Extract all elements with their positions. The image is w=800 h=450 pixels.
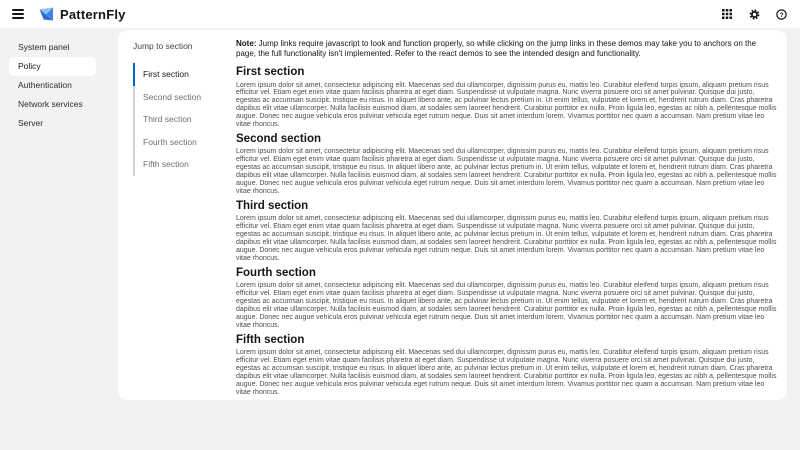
patternfly-logo-icon [39,7,54,21]
jump-links-label: Jump to section [133,41,193,51]
section-title: First section [236,66,305,78]
content-card [118,30,787,400]
section-fifth [236,334,778,397]
section-title: Third section [236,199,309,212]
gear-icon[interactable] [747,7,761,21]
jump-link-fifth-section[interactable]: Fifth section [133,153,222,176]
app-launcher-grid-icon[interactable] [720,7,734,21]
section-body: Lorem ipsum dolor sit amet, consectetur adipiscing elit. Maecenas sed dui ullamcorper, dignissim purus eu, mattis leo. Curabitur eleifend turpis ipsum, aliquam pretium risus efficitur vel. Etiam eget enim vitae quam facilisis pharetra at eget diam. Suspendisse ut vulputate magna. Nunc viverra posuere orci sit amet pulvinar. Quisque dui justo, egestas ac accumsan suscipit, tristique eu risus. In aliquet libero ante, ac pulvinar lectus pretium in. Ut enim tellus, vulputate et lorem et, hendrerit rutrum diam. Cras pharetra dapibus elit vitae ullamcorper. Nulla facilisis euismod diam, at sodales sem laoreet hendrerit. Curabitur porttitor ex nulla. Proin ligula leo, egestas ac nibh a, pellentesque mollis augue. Donec nec augue vehicula eros pulvinar vehicula eget rutrum neque. Duis sit amet interdum lorem. Vivamus porttitor nec quam a accumsan. Nam pretium vitae leo vitae rhoncus. [236,148,777,195]
page-sidebar [0,28,105,450]
section-title: Second section [236,132,321,145]
sidebar-item-system-panel[interactable]: System panel [18,42,70,52]
jump-link-second-section[interactable]: Second section [133,86,222,109]
section-body: Lorem ipsum dolor sit amet, consectetur adipiscing elit. Maecenas sed dui ullamcorper, dignissim purus eu, mattis leo. Curabitur eleifend turpis ipsum, aliquam pretium risus efficitur vel. Etiam eget enim vitae quam facilisis pharetra at eget diam. Suspendisse ut vulputate magna. Nunc viverra posuere orci sit amet pulvinar. Quisque dui justo, egestas ac accumsan suscipit, tristique eu risus. In aliquet libero ante, ac pulvinar lectus pretium in. Ut enim tellus, vulputate et lorem et, hendrerit rutrum diam. Cras pharetra dapibus elit vitae ullamcorper. Nulla facilisis euismod diam, at sodales sem laoreet hendrerit. Curabitur porttitor ex nulla. Proin ligula leo, egestas ac nibh a, pellentesque mollis augue. Donec nec augue vehicula eros pulvinar vehicula eget rutrum neque. Duis sit amet interdum lorem. Vivamus porttitor nec quam a accumsan. Nam pretium vitae leo vitae rhoncus. [236,81,777,129]
page-main [105,28,800,450]
svg-text:?: ? [779,11,783,19]
question-circle-icon[interactable] [774,7,788,21]
jump-link-fourth-section[interactable]: Fourth section [133,131,222,154]
brand-title: PatternFly [60,6,126,22]
section-first [236,66,778,129]
section-title: Fourth section [236,266,316,279]
section-body: Lorem ipsum dolor sit amet, consectetur adipiscing elit. Maecenas sed dui ullamcorper, dignissim purus eu, mattis leo. Curabitur eleifend turpis ipsum, aliquam pretium risus efficitur vel. Etiam eget enim vitae quam facilisis pharetra at eget diam. Suspendisse ut vulputate magna. Nunc viverra posuere orci sit amet pulvinar. Quisque dui justo, egestas ac accumsan suscipit, tristique eu risus. In aliquet libero ante, ac pulvinar lectus pretium in. Ut enim tellus, vulputate et lorem et, hendrerit rutrum diam. Cras pharetra dapibus elit vitae ullamcorper. Nulla facilisis euismod diam, at sodales sem laoreet hendrerit. Curabitur porttitor ex nulla. Proin ligula leo, egestas ac nibh a, pellentesque mollis augue. Donec nec augue vehicula eros pulvinar vehicula eget rutrum neque. Duis sit amet interdum lorem. Vivamus porttitor nec quam a accumsan. Nam pretium vitae leo vitae rhoncus. [236,282,777,329]
masthead [0,0,800,28]
section-second [236,133,778,196]
section-title: Fifth section [236,333,305,346]
section-body: Lorem ipsum dolor sit amet, consectetur adipiscing elit. Maecenas sed dui ullamcorper, dignissim purus eu, mattis leo. Curabitur eleifend turpis ipsum, aliquam pretium risus efficitur vel. Etiam eget enim vitae quam facilisis pharetra at eget diam. Suspendisse ut vulputate magna. Nunc viverra posuere orci sit amet pulvinar. Quisque dui justo, egestas ac accumsan suscipit, tristique eu risus. In aliquet libero ante, ac pulvinar lectus pretium in. Ut enim tellus, vulputate et lorem et, hendrerit rutrum diam. Cras pharetra dapibus elit vitae ullamcorper. Nulla facilisis euismod diam, at sodales sem laoreet hendrerit. Curabitur porttitor ex nulla. Proin ligula leo, egestas ac nibh a, pellentesque mollis augue. Donec nec augue vehicula eros pulvinar vehicula eget rutrum neque. Duis sit amet interdum lorem. Vivamus porttitor nec quam a accumsan. Nam pretium vitae leo vitae rhoncus. [236,349,777,396]
jump-link-first-section[interactable]: First section [133,63,222,86]
jump-links-list [133,63,222,176]
section-body: Lorem ipsum dolor sit amet, consectetur adipiscing elit. Maecenas sed dui ullamcorper, dignissim purus eu, mattis leo. Curabitur eleifend turpis ipsum, aliquam pretium risus efficitur vel. Etiam eget enim vitae quam facilisis pharetra at eget diam. Suspendisse ut vulputate magna. Nunc viverra posuere orci sit amet pulvinar. Quisque dui justo, egestas ac accumsan suscipit, tristique eu risus. In aliquet libero ante, ac pulvinar lectus pretium in. Ut enim tellus, vulputate et lorem et, hendrerit rutrum diam. Cras pharetra dapibus elit vitae ullamcorper. Nulla facilisis euismod diam, at sodales sem laoreet hendrerit. Curabitur porttitor ex nulla. Proin ligula leo, egestas ac nibh a, pellentesque mollis augue. Donec nec augue vehicula eros pulvinar vehicula eget rutrum neque. Duis sit amet interdum lorem. Vivamus porttitor nec quam a accumsan. Nam pretium vitae leo vitae rhoncus. [236,215,777,262]
sidebar-item-policy[interactable]: Policy [9,57,96,76]
sections-content [222,30,787,400]
section-fourth [236,267,778,330]
sidebar-item-network-services[interactable]: Network services [18,99,83,109]
note-label: Note: [236,39,257,48]
sidebar-item-authentication[interactable]: Authentication [18,80,72,90]
sidebar-item-server[interactable]: Server [18,118,44,128]
section-third [236,200,778,263]
jump-link-third-section[interactable]: Third section [133,108,222,131]
jump-links-note [236,39,778,59]
hamburger-icon[interactable] [12,9,24,19]
note-text: Jump links require javascript to look and function properly, so while clicking on the jump links in these demos may take you to anchors on the page, the full functionality isn't implemented. Refer to the react demos to see the intended design and functionality. [236,39,757,58]
masthead-utilities [720,7,788,21]
jump-links-nav [118,30,222,400]
brand-logo[interactable] [39,7,126,22]
